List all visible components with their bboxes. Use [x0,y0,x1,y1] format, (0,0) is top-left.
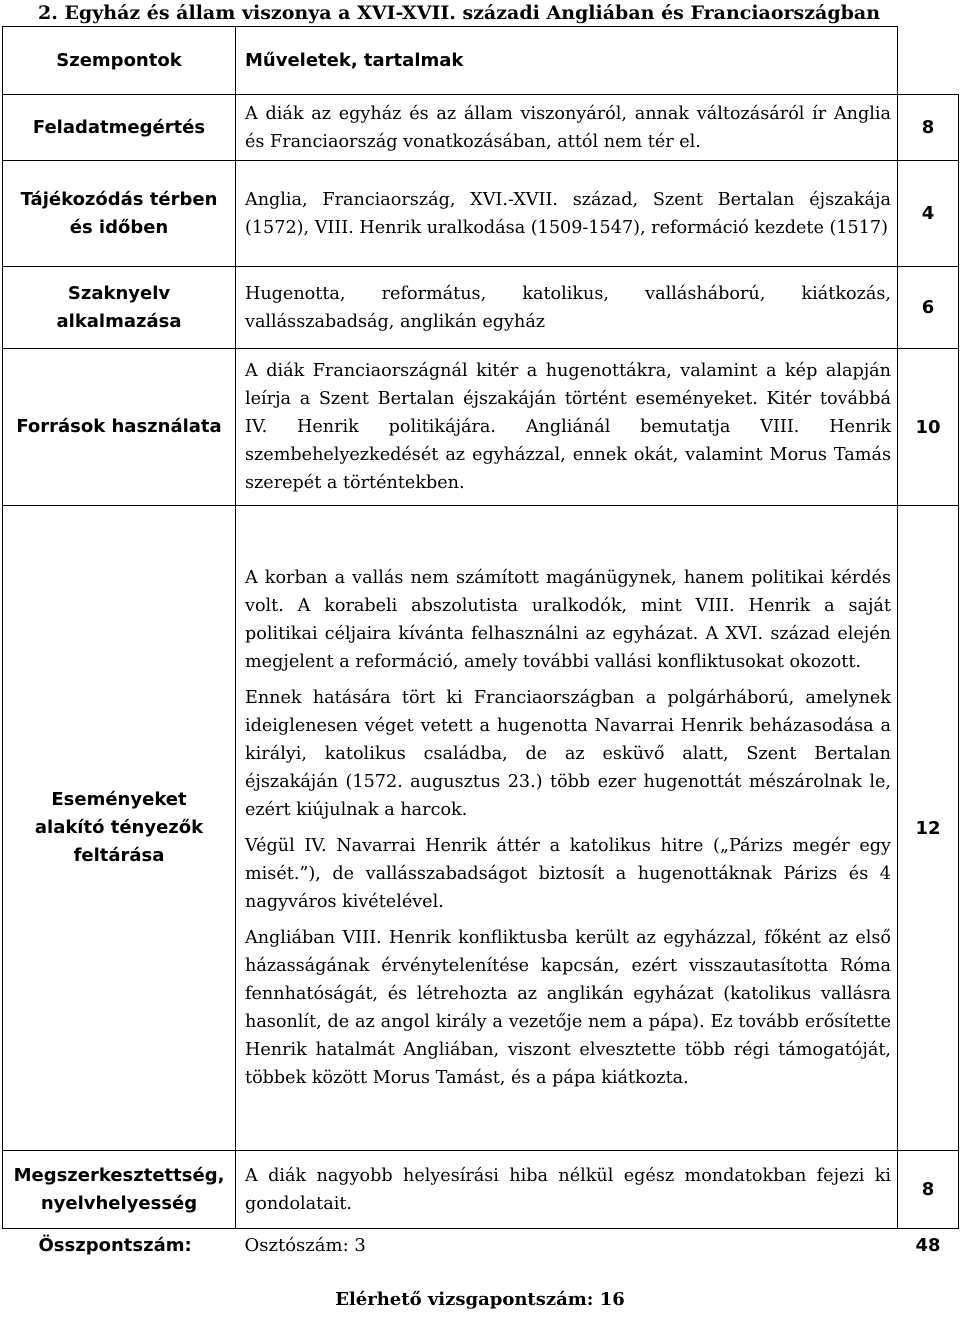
points-cell: 8 [898,1151,959,1229]
points-cell: 10 [898,349,959,506]
total-row [3,1229,959,1263]
points-cell: 4 [898,161,959,267]
content-paragraph: Anglia, Franciaország, XVI.-XVII. század, Szent Bertalan éjszakája (1572), VIII. Henrik uralkodása (1509-1547), reformáció kezdete (1517) [245,189,891,238]
criterion-cell [3,161,236,267]
criterion-line: Megszerkesztettség, [13,1164,225,1186]
total-divisor: Osztószám: 3 [244,1235,366,1257]
criterion-cell [3,267,236,349]
points-cell: 8 [898,95,959,161]
criterion-cell [3,349,236,506]
criterion-line: alkalmazása [56,310,182,332]
content-paragraph: A diák nagyobb helyesírási hiba nélkül egész mondatokban fejezi ki gondolatait. [245,1165,891,1214]
content-paragraph: Hugenotta, református, katolikus, vallásháború, kiátkozás, vallásszabadság, anglikán egyház [245,283,891,332]
criterion-line: feltárása [73,845,165,866]
criterion-line: és időben [69,216,169,238]
exam-score-footer: Elérhető vizsgapontszám: 16 [335,1289,625,1310]
points-cell: 6 [898,267,959,349]
table-row [3,161,959,267]
criterion-line: Eseményeket [51,789,187,810]
criterion-cell [3,1151,236,1229]
criterion-line: nyelvhelyesség [40,1192,198,1214]
header-criteria: Szempontok [3,27,236,95]
content-paragraph: A diák Franciaországnál kitér a hugenottákra, valamint a kép alapján leírja a Szent Bertalan éjszakáján történt eseményeket. Kitér továbbá IV. Henrik politikájára. Angliánál bemutatja VIII. Henrik szembehelyezkedését az egyházzal, ennek okát, valamint Morus Tamás szerepét a történtekben. [245,361,891,493]
content-cell [236,161,898,267]
table-row [3,1151,959,1229]
table-row [3,349,959,506]
content-paragraph: A korban a vallás nem számított magánügynek, hanem politikai kérdés volt. A korabeli abszolutista uralkodók, mint VIII. Henrik a saját politikai céljaira kívánta felhasználni az egyházat. A XVI. század elején megjelent a reformáció, amely további vallási konfliktusokat okozott. [245,568,891,672]
total-points: 48 [915,1235,941,1257]
grading-table [2,26,959,1263]
header-empty [898,27,959,95]
page-title: 2. Egyház és állam viszonya a XVI-XVII. századi Angliában és Franciaországban [38,2,881,24]
criterion-line: alakító tényezők [34,817,204,838]
criterion-line: Források használata [16,416,222,437]
content-paragraph: Ennek hatására tört ki Franciaországban a polgárháború, amelynek ideiglenesen véget vetett a hugenotta Navarrai Henrik beházasodása a királyi, katolikus családba, de az esküvő alatt, Szent Bertalan éjszakáján (1572. augusztus 23.) több ezer hugenottát mészárolnak le, ezért kiújulnak a harcok. [245,688,891,820]
content-cell [236,1151,898,1229]
content-cell [236,95,898,161]
criterion-line: Tájékozódás térben [20,188,218,210]
table-row [3,506,959,1151]
content-cell [236,349,898,506]
content-cell [236,267,898,349]
points-cell: 12 [898,506,959,1151]
content-paragraph: A diák az egyház és az állam viszonyáról, annak változásáról ír Anglia és Franciaország vonatkozásában, attól nem tér el. [245,103,891,152]
criterion-line: Feladatmegértés [32,116,206,138]
table-row [3,267,959,349]
header-operations: Műveletek, tartalmak [236,27,898,95]
content-cell [236,506,898,1151]
header-row [3,27,959,95]
content-paragraph: Angliában VIII. Henrik konfliktusba került az egyházzal, főként az első házasságának érvénytelenítése kapcsán, ezért visszautasította Róma fennhatóságát, és létrehozta az anglikán egyházat (katolikus vallásra hasonlít, de az angol király a vezetője nem a pápa). Ez tovább erősítette Henrik hatalmát Angliában, viszont elvesztette több régi támogatóját, többek között Morus Tamást, és a pápa kiátkozta. [245,928,891,1088]
criterion-cell [3,95,236,161]
content-paragraph: Végül IV. Navarrai Henrik áttér a katolikus hitre („Párizs megér egy misét.”), de vallásszabadságot biztosít a hugenottáknak Párizs és 4 nagyváros kivételével. [245,836,891,912]
total-label: Összpontszám: [38,1235,192,1257]
criterion-line: Szaknyelv [67,282,171,304]
table-row [3,95,959,161]
criterion-cell [3,506,236,1151]
